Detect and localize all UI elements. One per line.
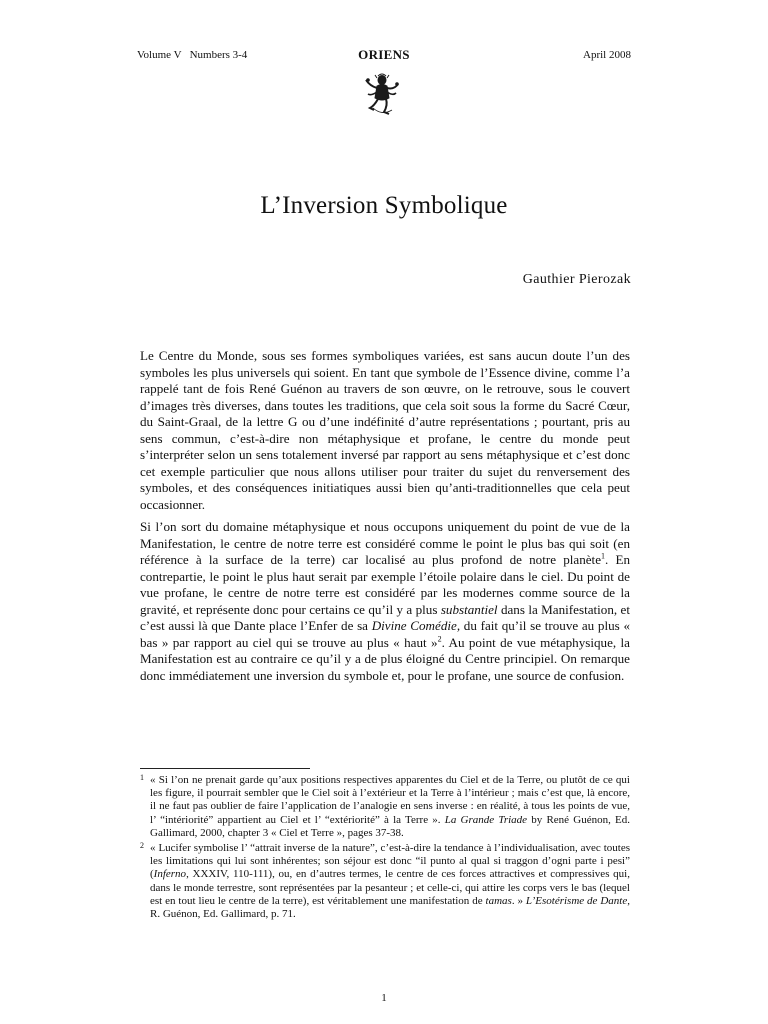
footnote-marker: 1: [140, 773, 144, 782]
footnote-text: by René Guénon, Ed. Gallimard, 2000, chapter 3 « Ciel et Terre », pages 37-38.: [150, 813, 630, 839]
article-body: [140, 348, 630, 690]
article-author: Gauthier Pierozak: [522, 272, 631, 287]
dancing-figure-emblem-icon: [362, 72, 402, 118]
footnote-marker: 2: [140, 841, 144, 851]
emphasis-text: tamas: [485, 894, 512, 907]
article-title: L’Inversion Symbolique: [260, 192, 508, 219]
running-header: [137, 47, 631, 65]
work-title: Divine Comédie,: [371, 618, 461, 633]
footnote-text: « Lucifer symbolise l’ “attrait inverse de la nature”, c’est-à-dire la tendance à l’individualisation, avec toutes les limitations qui lui sont inhérentes; son séjour est donc “il punto al qual si traggon d’ogni parte i pesi” (: [150, 842, 630, 881]
paragraph-text: du fait qu’il se trouve au plus « bas » par rapport au ciel qui se trouve au plus « haut »: [140, 618, 630, 650]
cited-work-title: L’Esotérisme de Dante: [525, 894, 628, 907]
cited-work-title: Inferno: [153, 868, 187, 881]
footnote-text: , R. Guénon, Ed. Gallimard, p. 71.: [150, 894, 630, 921]
footnote-1: [140, 774, 630, 840]
footnote-separator: [140, 768, 310, 769]
footnote-ref-1[interactable]: 1: [601, 551, 606, 561]
footnotes: [140, 774, 630, 923]
footnote-text: , XXXIV, 110-111), ou, en d’autres termes, le centre de ces forces attractives et compressives qui, dans le monde terrestre, sont représentées par la pesanteur ; et celle-ci, qui attire les corps vers le bas (lequel est en tout lieu le centre de la terre), est véritablement une manifestation de: [150, 868, 630, 907]
page-number: 1: [381, 992, 387, 1004]
paragraph-text: . Au point de vue métaphysique, la Manifestation est au contraire ce qu’il y a de plus éloigné du Centre principiel. On remarque donc immédiatement une inversion du symbole et, pour le profane, une source de confusion.: [140, 634, 630, 683]
footnote-2: [140, 842, 630, 921]
issue-date: April 2008: [583, 49, 631, 61]
paragraph-text: Si l’on sort du domaine métaphysique et nous occupons uniquement du point de vue de la Manifestation, le centre de notre terre est considéré comme le point le plus bas qui soit (en référence à la surface de la terre) car localisé au plus profond de notre planète: [140, 519, 630, 567]
footnote-text: « Si l’on ne prenait garde qu’aux positions respectives apparentes du Ciel et de la Terre, ou plutôt de ce qui les figure, il pourrait sembler que le Ciel soit à l’extérieur et la Terre à l’intérieur ; mais c’est que, là encore, il ne faut pas oublier de faire l’application de l’analogie en sens inverse : en réalité, à tous les points de vue, l’ “intériorité” appartient au Ciel et l’ “extériorité” à la Terre ».: [150, 774, 630, 826]
emphasis-text: substantiel: [440, 601, 498, 617]
paragraph-text: . En contrepartie, le point le plus haut serait par exemple l’étoile polaire dans le ciel. Du point de vue profane, le centre de notre terre est considéré par les modernes comme source de la gravité, et représente donc pour certains ce qu’il y a plus: [140, 552, 631, 617]
journal-name: ORIENS: [358, 47, 410, 62]
body-paragraph-2: [140, 519, 630, 684]
footnote-ref-2[interactable]: 2: [437, 634, 442, 644]
footnote-text: . »: [511, 894, 526, 907]
cited-work-title: La Grande Triade: [444, 813, 528, 826]
body-paragraph-1: Le Centre du Monde, sous ses formes symboliques variées, est sans aucun doute l’un des symboles les plus universels qui soient. En tant que symbole de l’Essence divine, comme l’a rappelé tant de fois René Guénon au travers de son œuvre, on le retrouve, sous le couvert d’images très diverses, dans toutes les traditions, que cela soit sous la forme du Sacré Cœur, du Saint-Graal, de la lettre G ou d’une indéfinité d’autre représentations ; pourtant, pris au sens commun, c’est-à-dire non métaphysique et profane, le centre du monde peut s’interpréter selon un sens totalement inversé par rapport au sens métaphysique et c’est donc cet exemple particulier que nous allons utiliser pour traiter du sujet du renversement des symboles, et des conséquences initiatiques aussi bien qu’anti-traditionnelles que cela peut occasionner.: [140, 348, 630, 512]
volume-info: Volume V Numbers 3-4: [137, 49, 248, 61]
paragraph-text: dans la Manifestation, et c’est aussi là que Dante place l’Enfer de sa: [140, 601, 630, 633]
